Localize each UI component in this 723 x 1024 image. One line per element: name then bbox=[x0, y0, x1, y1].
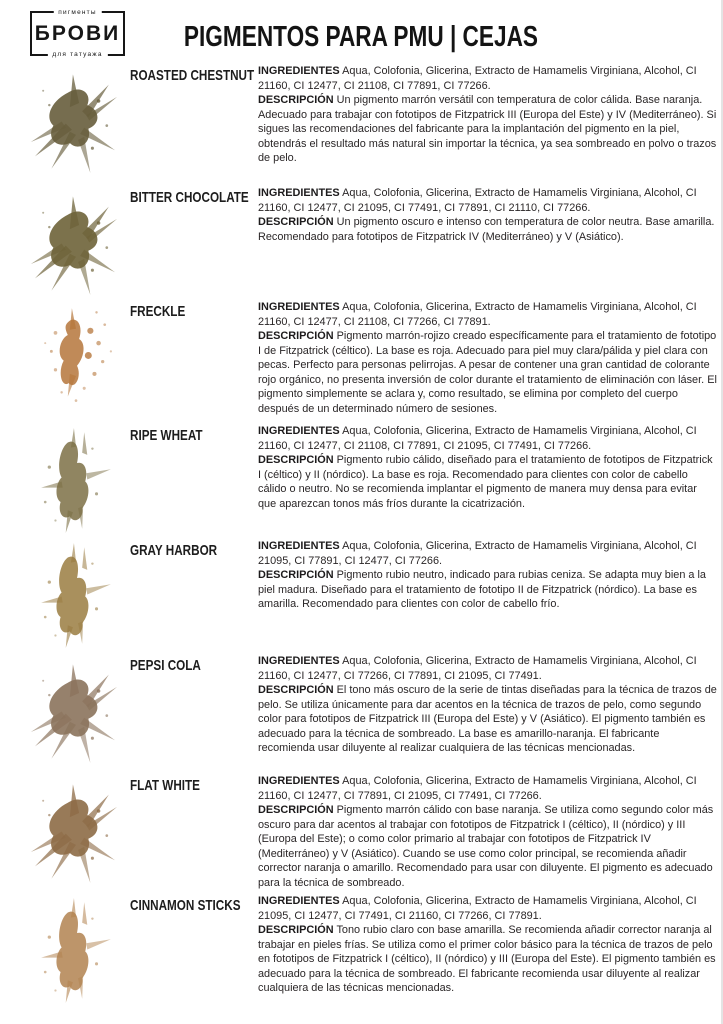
product-description-block bbox=[258, 774, 718, 890]
ingredients-text: Aqua, Colofonia, Glicerina, Extracto de Hamamelis Virginiana, Alcohol, CI 21095, CI 12477, CI 77491, CI 21160, CI 77266, CI 77891. bbox=[258, 895, 697, 922]
product-name: GRAY HARBOR bbox=[130, 542, 218, 559]
pigment-swatch-image bbox=[20, 772, 132, 890]
ingredients-text: Aqua, Colofonia, Glicerina, Extracto de Hamamelis Virginiana, Alcohol, CI 21160, CI 12477, CI 21108, CI 77891, CI 77266. bbox=[258, 65, 697, 92]
ingredients-text: Aqua, Colofonia, Glicerina, Extracto de Hamamelis Virginiana, Alcohol, CI 21160, CI 12477, CI 21108, CI 77891, CI 21095, CI 77491, CI 77266. bbox=[258, 425, 697, 452]
description-paragraph bbox=[258, 215, 718, 244]
ingredients-paragraph bbox=[258, 300, 718, 329]
pigment-swatch-image bbox=[20, 537, 132, 655]
description-text: Un pigmento oscuro e intenso con temperatura de color neutra. Base amarilla. Recomendado para fototipos de Fitzpatrick IV (Mediterráneo) y V (Asiático). bbox=[258, 216, 715, 243]
product-name: FLAT WHITE bbox=[130, 777, 200, 794]
pigment-swatch-image bbox=[20, 652, 132, 770]
product-description-block bbox=[258, 424, 718, 511]
ingredients-text: Aqua, Colofonia, Glicerina, Extracto de Hamamelis Virginiana, Alcohol, CI 21160, CI 12477, CI 77266, CI 77891, CI 21095, CI 77491. bbox=[258, 655, 697, 682]
ingredients-paragraph bbox=[258, 186, 718, 215]
product-name: ROASTED CHESTNUT bbox=[130, 67, 255, 84]
product-description-block bbox=[258, 894, 718, 996]
product-name: CINNAMON STICKS bbox=[130, 897, 241, 914]
description-label: DESCRIPCIÓN bbox=[258, 94, 334, 106]
description-paragraph bbox=[258, 803, 718, 890]
ingredients-paragraph bbox=[258, 774, 718, 803]
pigment-swatch-image bbox=[20, 184, 132, 302]
description-text: Pigmento rubio cálido, diseñado para el tratamiento de fototipos de Fitzpatrick I (céltico) y II (nórdico). La base es roja. Recomendado para clientes con color de cabello cálido o neutro. No se recomienda implantar el pigmento de manera muy densa para evitar que aparezcan tonos más fríos durante la cicatrización. bbox=[258, 454, 713, 510]
description-label: DESCRIPCIÓN bbox=[258, 804, 334, 816]
ingredients-paragraph bbox=[258, 424, 718, 453]
product-name: BITTER CHOCOLATE bbox=[130, 189, 249, 206]
ingredients-paragraph bbox=[258, 894, 718, 923]
ingredients-text: Aqua, Colofonia, Glicerina, Extracto de Hamamelis Virginiana, Alcohol, CI 21095, CI 77891, CI 12477, CI 77266. bbox=[258, 540, 697, 567]
description-label: DESCRIPCIÓN bbox=[258, 569, 334, 581]
ingredients-label: INGREDIENTES bbox=[258, 187, 340, 199]
product-description-block bbox=[258, 186, 718, 244]
ingredients-paragraph bbox=[258, 539, 718, 568]
pigment-swatch-image bbox=[20, 298, 132, 416]
ingredients-paragraph bbox=[258, 64, 718, 93]
product-name: PEPSI COLA bbox=[130, 657, 201, 674]
page-title: PIGMENTOS PARA PMU | CEJAS bbox=[183, 21, 538, 53]
description-label: DESCRIPCIÓN bbox=[258, 454, 334, 466]
pigment-swatch-image bbox=[20, 62, 132, 180]
ingredients-text: Aqua, Colofonia, Glicerina, Extracto de Hamamelis Virginiana, Alcohol, CI 21160, CI 12477, CI 21095, CI 77491, CI 77891, CI 21110, CI 77266. bbox=[258, 187, 697, 214]
pigment-swatch-image bbox=[20, 422, 132, 540]
description-label: DESCRIPCIÓN bbox=[258, 684, 334, 696]
description-text: Pigmento rubio neutro, indicado para rubias ceniza. Se adapta muy bien a la piel madura. Diseñado para el tratamiento de fototipo II de Fitzpatrick (nórdico). La base es amarilla. Recomendado para clientes con color de cabello frío. bbox=[258, 569, 706, 610]
description-text: Pigmento marrón cálido con base naranja. Se utiliza como segundo color más oscuro para dar acentos al trabajar con fototipos de Fitzpatrick I (céltico), II (nórdico) y III (Europa del Este); o como color primario al trabajar con fototipos de Fitzpatrick IV (Mediterráneo) y V (Asiático). Cuando se use como color principal, se recomienda añadir corrector naranja o amarillo. Recomendado para usar con diluyente. El pigmento es adecuado para la técnica de sombreado. bbox=[258, 804, 714, 889]
ingredients-label: INGREDIENTES bbox=[258, 65, 340, 77]
description-paragraph bbox=[258, 683, 718, 756]
ingredients-text: Aqua, Colofonia, Glicerina, Extracto de Hamamelis Virginiana, Alcohol, CI 21160, CI 12477, CI 77891, CI 21095, CI 77491, CI 77266. bbox=[258, 775, 697, 802]
description-text: Pigmento marrón-rojizo creado específicamente para el tratamiento de fototipo I de Fitzpatrick (céltico). La base es roja. Adecuado para piel muy clara/pálida y piel clara con pecas. Perfecto para personas pelirrojas. A pesar de contener una gran cantidad de colorante rojo orgánico, no presenta inversión de color durante el tratamiento de eliminación con láser. El pigmento simplemente se aclara y, como resultado, se elimina por completo del cuerpo después de un determinado número de sesiones. bbox=[258, 330, 717, 415]
logo-brand-text: БРОВИ bbox=[34, 21, 121, 45]
description-text: El tono más oscuro de la serie de tintas diseñadas para la técnica de trazos de pelo. Se utiliza únicamente para dar acentos en la técnica de trazos de pelo, como segundo color para fototipos de Fitzpatrick III (Europa del Este) y V (Asiático). El pigmento también es adecuado para la técnica de sombreado. La base es amarillo-naranja. El fabricante recomienda usar diluyente al realizar cualquiera de las técnicas mencionadas. bbox=[258, 684, 717, 754]
product-name: FRECKLE bbox=[130, 303, 186, 320]
ingredients-label: INGREDIENTES bbox=[258, 895, 340, 907]
product-description-block bbox=[258, 64, 718, 166]
ingredients-text: Aqua, Colofonia, Glicerina, Extracto de Hamamelis Virginiana, Alcohol, CI 21160, CI 12477, CI 21108, CI 77266, CI 77891. bbox=[258, 301, 697, 328]
ingredients-label: INGREDIENTES bbox=[258, 301, 340, 313]
product-description-block bbox=[258, 300, 718, 416]
description-label: DESCRIPCIÓN bbox=[258, 924, 334, 936]
product-description-block bbox=[258, 539, 718, 612]
pigment-swatch-image bbox=[20, 892, 132, 1010]
product-name: RIPE WHEAT bbox=[130, 427, 203, 444]
ingredients-label: INGREDIENTES bbox=[258, 540, 340, 552]
product-description-block bbox=[258, 654, 718, 756]
description-paragraph bbox=[258, 329, 718, 416]
description-label: DESCRIPCIÓN bbox=[258, 216, 334, 228]
ingredients-label: INGREDIENTES bbox=[258, 655, 340, 667]
ingredients-label: INGREDIENTES bbox=[258, 425, 340, 437]
description-text: Tono rubio claro con base amarilla. Se recomienda añadir corrector naranja al trabajar en pieles frías. Se utiliza como el primer color básico para la técnica de trazos de pelo en fototipos de Fitzpatrick I (céltico), II (nórdico) y III (Europa del Este). El pigmento también es adecuado para la técnica de sombreado. El fabricante recomienda usar diluyente al realizar cualquiera de las técnicas mencionadas. bbox=[258, 924, 716, 994]
description-paragraph bbox=[258, 453, 718, 511]
description-paragraph bbox=[258, 568, 718, 612]
logo-bottom-label: для татуажа bbox=[47, 51, 107, 59]
ingredients-paragraph bbox=[258, 654, 718, 683]
description-paragraph bbox=[258, 93, 718, 166]
logo-top-label: пигменты bbox=[53, 9, 101, 17]
ingredients-label: INGREDIENTES bbox=[258, 775, 340, 787]
description-label: DESCRIPCIÓN bbox=[258, 330, 334, 342]
description-paragraph bbox=[258, 923, 718, 996]
description-text: Un pigmento marrón versátil con temperatura de color cálida. Base naranja. Adecuado para trabajar con fototipos de Fitzpatrick III (Europa del Este) y IV (Mediterráneo). Si sigues las recomendaciones del fabricante para la implantación del pigmento en la piel, obtendrás el resultado más natural sin importar la técnica, ya sea sombreado en polvo o trazos de pelo. bbox=[258, 94, 717, 164]
